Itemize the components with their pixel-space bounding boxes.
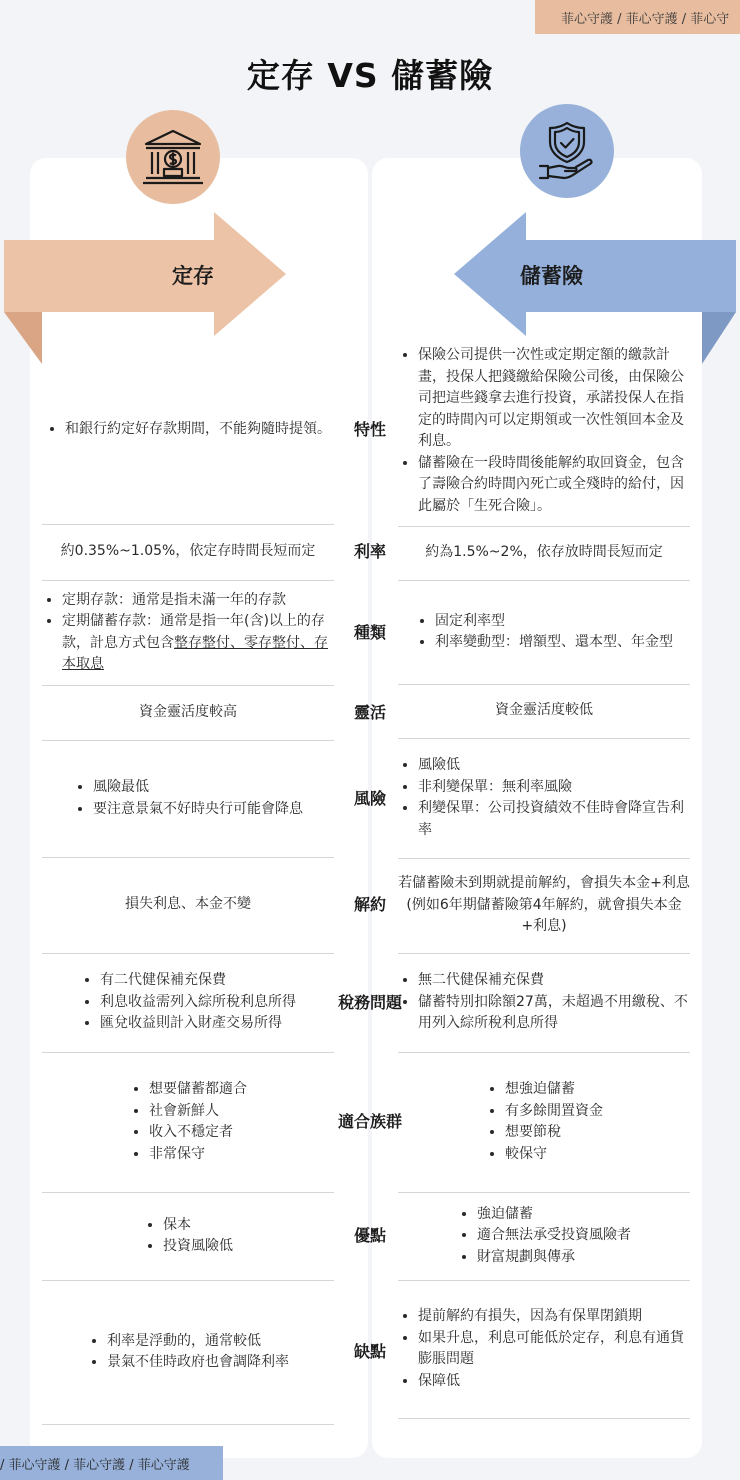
bullet-list (129, 1079, 247, 1165)
row-4-label: 靈活 (353, 702, 386, 722)
bullet-item: • 保險公司提供一次性或定期定額的繳款計畫，投保人把錢繳給保險公司後，由保險公司把這些錢拿去進行投資，承諾投保人在指定的時間內可以定期領或一次性領回本金及利息。 (418, 345, 690, 453)
bullet-item: • 保本 (163, 1215, 233, 1237)
bullet-item: • 非常保守 (149, 1144, 247, 1166)
bullet-list (42, 590, 334, 676)
bullet-list (143, 1215, 233, 1258)
bullet-item: • 利息收益需列入綜所稅利息所得 (100, 992, 296, 1014)
row-6-left-cell (42, 857, 334, 953)
bullet-list (485, 1079, 603, 1165)
row-10-label: 缺點 (353, 1342, 386, 1362)
row-divider (42, 1424, 334, 1425)
bullet-list (398, 970, 690, 1035)
bullet-item: • 定期存款：通常是指未滿一年的存款 (62, 590, 334, 612)
row-2-right-cell (398, 526, 690, 580)
cell-text: 約0.35%~1.05%，依定存時間長短而定 (60, 543, 316, 560)
row-9-label: 優點 (353, 1226, 386, 1246)
bullet-item: • 想要儲蓄都適合 (149, 1079, 247, 1101)
row-6-right-cell (398, 858, 690, 953)
bullet-item: • 利率變動型：增額型、還本型、年金型 (435, 632, 673, 654)
watermark-bottom: / 菲心守護 / 菲心守護 / 菲心守護 (0, 1446, 223, 1480)
watermark-top: 菲心守護 / 菲心守護 / 菲心守 (535, 0, 740, 34)
cell-text: 資金靈活度較低 (495, 702, 593, 719)
left-column-label: 定存 (172, 264, 214, 288)
bullet-item: • 想強迫儲蓄 (505, 1079, 603, 1101)
bullet-item: • 較保守 (505, 1144, 603, 1166)
bullet-list (73, 777, 303, 820)
row-7-label: 稅務問題 (337, 992, 402, 1012)
bullet-item: • 財富規劃與傳承 (477, 1247, 631, 1269)
row-1-label: 特性 (353, 420, 386, 440)
row-10-left-cell (42, 1280, 334, 1424)
bullet-item: • 提前解約有損失，因為有保單閉鎖期 (418, 1306, 690, 1328)
bullet-list (398, 755, 690, 841)
bullet-item: • 有二代健保補充保費 (100, 970, 296, 992)
row-1-right-cell (398, 336, 690, 526)
row-3-right-cell (398, 580, 690, 684)
row-2-label: 利率 (353, 542, 386, 562)
bullet-list (415, 611, 673, 654)
row-3-label: 種類 (353, 622, 386, 642)
row-divider (398, 1418, 690, 1419)
bullet-item: • 儲蓄險在一段時間後能解約取回資金，包含了壽險合約時間內死亡或全殘時的給付，因此屬於「生死合險」。 (418, 453, 690, 518)
bullet-item: • 利變保單：公司投資績效不佳時會降宣告利率 (418, 798, 690, 841)
right-column-label: 儲蓄險 (520, 264, 583, 288)
row-9-left-cell (42, 1192, 334, 1280)
bullet-item: • 如果升息，利息可能低於定存，利息有通貨膨脹問題 (418, 1328, 690, 1371)
row-8-left-cell (42, 1052, 334, 1192)
bullet-item: • 收入不穩定者 (149, 1122, 247, 1144)
row-9-right-cell (398, 1192, 690, 1280)
cell-text: 資金靈活度較高 (139, 703, 237, 720)
row-4-left-cell (42, 685, 334, 740)
shield-check-hand-icon (520, 104, 614, 198)
bullet-item: • 非利變保單：無利率風險 (418, 777, 690, 799)
bullet-list (398, 1306, 690, 1392)
bullet-item: • 想要節稅 (505, 1122, 603, 1144)
bullet-item: • 和銀行約定好存款期間，不能夠隨時提領。 (65, 419, 331, 441)
bullet-item: • 有多餘閒置資金 (505, 1101, 603, 1123)
row-1-left-cell (42, 336, 334, 524)
page-title: 定存 VS 儲蓄險 (246, 56, 494, 95)
bullet-item: • 風險低 (418, 755, 690, 777)
row-7-right-cell (398, 953, 690, 1052)
bullet-item: • 景氣不佳時政府也會調降利率 (107, 1352, 289, 1374)
cell-text: 若儲蓄險未到期就提前解約，會損失本金+利息(例如6年期儲蓄險第4年解約，就會損失本金+利息) (398, 875, 690, 935)
row-6-label: 解約 (353, 895, 386, 915)
row-8-right-cell (398, 1052, 690, 1192)
bullet-list (45, 419, 331, 441)
cell-text: 約為1.5%~2%，依存放時間長短而定 (425, 544, 663, 561)
bullet-list (87, 1331, 289, 1374)
row-10-right-cell (398, 1280, 690, 1418)
row-5-left-cell (42, 740, 334, 857)
bullet-item: • 儲蓄特別扣除額27萬，未超過不用繳稅、不用列入綜所稅利息所得 (418, 992, 690, 1035)
row-3-left-cell (42, 580, 334, 685)
row-2-left-cell (42, 524, 334, 580)
bullet-item: • 利率是浮動的，通常較低 (107, 1331, 289, 1353)
bullet-item: • 保障低 (418, 1371, 690, 1393)
bullet-list (398, 345, 690, 517)
row-8-label: 適合族群 (337, 1112, 402, 1132)
row-4-right-cell (398, 684, 690, 738)
bullet-item: • 要注意景氣不好時央行可能會降息 (93, 799, 303, 821)
bullet-item: • 固定利率型 (435, 611, 673, 633)
cell-text: 損失利息、本金不變 (125, 896, 251, 913)
bullet-item: • 適合無法承受投資風險者 (477, 1225, 631, 1247)
bullet-item: • 無二代健保補充保費 (418, 970, 690, 992)
bullet-item: • 強迫儲蓄 (477, 1204, 631, 1226)
row-7-left-cell (42, 953, 334, 1052)
bullet-item: • 風險最低 (93, 777, 303, 799)
row-5-label: 風險 (353, 788, 386, 808)
bullet-item: • 定期儲蓄存款：通常是指一年(含)以上的存款，計息方式包含整存整付、零存整付、存本取息 (62, 611, 334, 676)
bullet-item: • 社會新鮮人 (149, 1101, 247, 1123)
bullet-item: • 投資風險低 (163, 1236, 233, 1258)
bullet-list (80, 970, 296, 1035)
bullet-item: • 匯兌收益則計入財產交易所得 (100, 1013, 296, 1035)
bullet-list (457, 1204, 631, 1269)
bank-dollar-icon (126, 110, 220, 204)
row-5-right-cell (398, 738, 690, 858)
